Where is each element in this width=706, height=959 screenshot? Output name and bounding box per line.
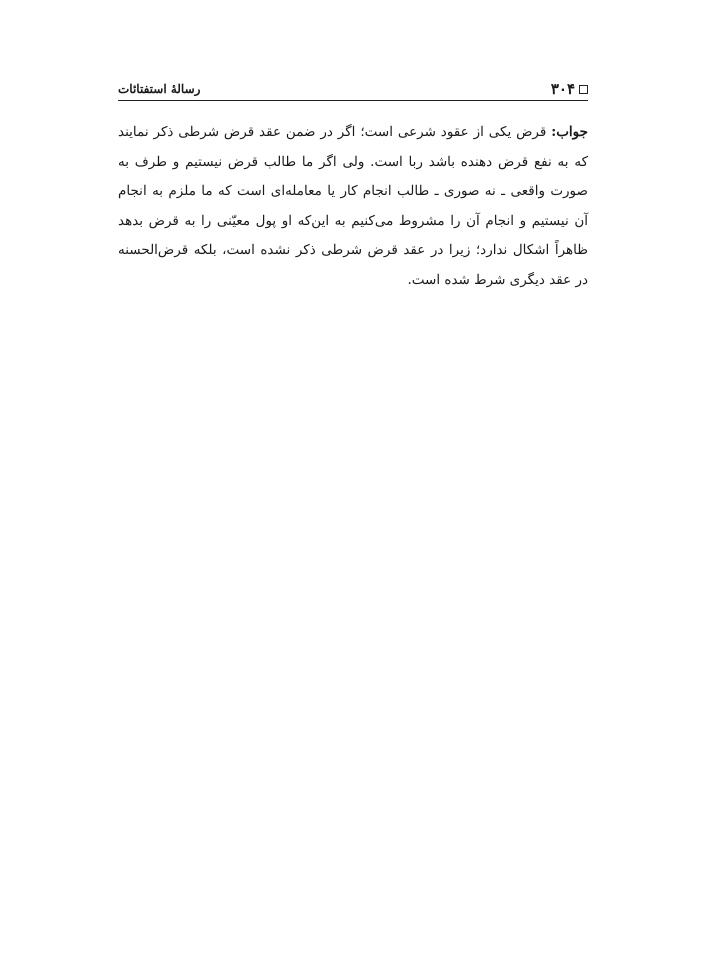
page-number-block [551,80,588,98]
answer-paragraph [118,118,588,295]
page-header [118,78,588,101]
page-number: ۳۰۴ [550,80,575,98]
running-title: رسالهٔ استفتائات [118,82,201,96]
answer-text: قرض یکی از عقود شرعی است؛ اگر در ضمن عقد قرض شرطی ذکر نمایند که به نفع قرض دهنده باشد ربا است. ولی اگر ما طالب قرض نیستیم و طرف به صورت واقعی ـ نه صوری ـ طالب انجام کار یا معامله‌ای است که ما ملزم به انجام آن نیستیم و انجام آن را مشروط می‌کنیم به این‌که او پول معیّنی را به قرض بدهد ظاهراً اشکال ندارد؛ زیرا در عقد قرض شرطی ذکر نشده است، بلکه قرض‌الحسنه در عقد دیگری شرط شده است. [118,124,588,288]
answer-label: جواب: [551,124,588,140]
square-bullet-icon [579,85,588,94]
